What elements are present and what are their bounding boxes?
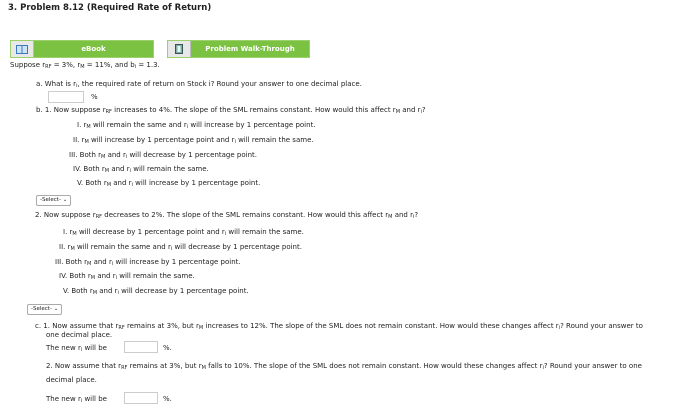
text-b2-i [63, 228, 304, 237]
subscript: i [412, 214, 415, 220]
text-segment: V. Both r [63, 287, 93, 295]
text-qc1 [35, 322, 643, 331]
subscript: i [558, 325, 561, 331]
subscript: i [234, 139, 236, 145]
text-b1-i [77, 121, 316, 130]
unit-a: % [91, 93, 98, 101]
subscript: i [170, 246, 173, 252]
text-segment: and r [109, 165, 130, 173]
text-segment: II. r [73, 136, 85, 144]
text-segment: will decrease by 1 percentage point. [118, 287, 249, 295]
text-segment: decimal place. [46, 376, 97, 384]
text-segment: decreases to 2%. The slope of the SML remains constant. How would this affect r [102, 211, 389, 219]
text-segment: will be [82, 344, 107, 352]
subscript: M [90, 275, 96, 281]
text-segment: V. Both r [77, 179, 107, 187]
subscript: M [72, 231, 77, 237]
select-b1-dropdown[interactable] [36, 195, 71, 206]
walkthrough-button[interactable] [167, 40, 310, 58]
text-segment: c. 1. Now assume that r [35, 322, 119, 330]
book-icon [11, 41, 34, 57]
text-segment: III. Both r [55, 258, 88, 266]
subscript: i [420, 109, 422, 115]
subscript: i [224, 231, 227, 237]
subscript: i [80, 347, 83, 353]
subscript: i [125, 154, 128, 160]
text-segment: IV. Both r [73, 165, 105, 173]
subscript: M [70, 246, 75, 252]
walkthrough-label: Problem Walk-Through [205, 45, 295, 53]
text-qc2 [46, 362, 642, 371]
text-segment: , the required rate of return on Stock i? Round your answer to one decimal place. [77, 80, 362, 88]
text-segment: Suppose r [10, 61, 46, 69]
text-segment: and r [392, 211, 413, 219]
text-segment: increases to 4%. The slope of the SML remains constant. How would this affect r [111, 106, 396, 114]
text-segment: will remain the same. [226, 228, 304, 236]
text-segment: will remain the same. [117, 272, 195, 280]
subscript: M [198, 325, 204, 331]
ebook-label: eBook [81, 45, 106, 53]
text-given [10, 61, 160, 70]
text-segment: remains at 3%, but r [124, 322, 199, 330]
text-qc1b [46, 331, 112, 339]
subscript: i [80, 398, 83, 404]
text-segment: b. 1. Now suppose r [36, 106, 106, 114]
text-qb1 [36, 106, 426, 115]
text-segment: = 1.3. [136, 61, 160, 69]
text-qb2 [35, 211, 418, 220]
subscript: M [87, 261, 92, 267]
ebook-button[interactable] [10, 40, 154, 58]
text-qa [36, 80, 362, 89]
subscript: M [101, 154, 106, 160]
text-segment: will remain the same. [235, 136, 314, 144]
text-segment: I. r [63, 228, 73, 236]
text-segment: = 3%, r [51, 61, 81, 69]
text-segment: will decrease by 1 percentage point. [172, 243, 302, 251]
text-segment: and r [105, 151, 126, 159]
subscript: i [134, 64, 137, 70]
text-b1-iii [69, 151, 257, 160]
subscript: RF [118, 325, 125, 331]
text-segment: will increase by 1 percentage point. [132, 179, 261, 187]
text-b1-iv [73, 165, 209, 174]
text-segment: will decrease by 1 percentage point. [127, 151, 257, 159]
text-segment: I. r [77, 121, 87, 129]
subscript: RF [95, 214, 103, 220]
answer-c1-input[interactable] [124, 341, 158, 353]
select-label: -Select- [40, 197, 61, 203]
subscript: M [395, 109, 401, 115]
text-segment: ? [421, 106, 426, 114]
text-segment: ? [414, 211, 419, 219]
subscript: RF [45, 64, 52, 70]
subscript: i [117, 290, 119, 296]
answer-a-input[interactable] [48, 91, 84, 103]
answer-c2-input[interactable] [124, 392, 158, 404]
text-segment: increases to 12%. The slope of the SML does not remain constant. How would these changes affect r [203, 322, 559, 330]
text-segment: will increase by 1 percentage point. [113, 258, 241, 266]
subscript: M [106, 182, 112, 188]
text-segment: IV. Both r [59, 272, 91, 280]
text-b1-v [77, 179, 260, 188]
text-segment: will remain the same. [131, 165, 209, 173]
subscript: M [86, 124, 91, 130]
subscript: RF [105, 109, 112, 115]
subscript: M [201, 365, 206, 371]
text-segment: a. What is r [36, 80, 77, 88]
text-segment: 2. Now assume that r [46, 362, 122, 370]
text-segment: will be [82, 395, 107, 403]
text-segment: will increase by 1 percentage point. [188, 121, 316, 129]
text-segment: and r [97, 287, 118, 295]
subscript: i [129, 168, 131, 174]
subscript: i [115, 275, 117, 281]
subscript: M [388, 214, 393, 220]
select-b2-dropdown[interactable] [27, 304, 62, 315]
film-icon [168, 41, 191, 57]
text-segment: = 11%, and b [84, 61, 135, 69]
select-label: -Select- [31, 306, 52, 312]
subscript: i [542, 365, 544, 371]
text-segment: The new r [46, 344, 81, 352]
text-segment: will remain the same and r [90, 121, 187, 129]
chevron-down-icon: ⌄ [62, 197, 68, 203]
text-segment: 2. Now suppose r [35, 211, 96, 219]
subscript: i [131, 182, 133, 188]
subscript: M [80, 64, 85, 70]
problem-title: 3. Problem 8.12 (Required Rate of Return) [8, 3, 212, 13]
text-segment: The new r [46, 395, 81, 403]
subscript: M [92, 290, 98, 296]
text-segment: will decrease by 1 percentage point and r [76, 228, 225, 236]
text-segment: and r [91, 258, 112, 266]
text-segment: will remain the same and r [74, 243, 171, 251]
text-b2-iii [55, 258, 241, 267]
text-segment: will increase by 1 percentage point and r [88, 136, 235, 144]
text-segment: ? Round your answer to [560, 322, 643, 330]
text-segment: one decimal place. [46, 331, 113, 339]
text-segment: and r [95, 272, 116, 280]
chevron-down-icon: ⌄ [53, 306, 59, 312]
unit-c2: %. [163, 395, 172, 403]
text-segment: and r [111, 179, 132, 187]
text-segment: and r [400, 106, 421, 114]
subscript: i [186, 124, 189, 130]
text-b2-v [63, 287, 249, 296]
text-b2-iv [59, 272, 195, 281]
text-b1-ii [73, 136, 314, 145]
subscript: RF [121, 365, 128, 371]
text-segment: falls to 10%. The slope of the SML does not remain constant. How would these changes affect r [205, 362, 543, 370]
text-b2-ii [59, 243, 302, 252]
text-segment: ? Round your answer to one [543, 362, 642, 370]
subscript: i [111, 261, 114, 267]
subscript: M [84, 139, 89, 145]
text-segment: III. Both r [69, 151, 102, 159]
text-c1-new [46, 344, 107, 353]
subscript: M [104, 168, 110, 174]
text-segment: remains at 3%, but r [127, 362, 202, 370]
text-qc2b [46, 376, 97, 384]
text-segment: II. r [59, 243, 71, 251]
text-c2-new [46, 395, 107, 404]
subscript: i [76, 83, 78, 89]
unit-c1: %. [163, 344, 172, 352]
